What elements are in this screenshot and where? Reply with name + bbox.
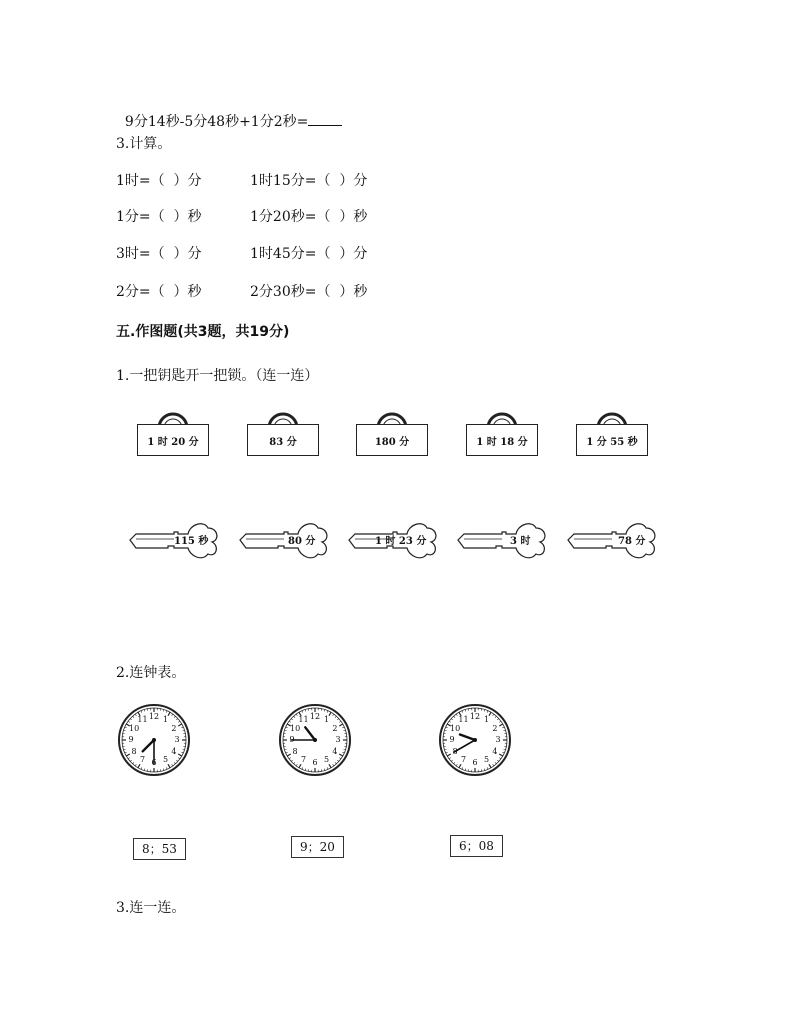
- clock-numeral: 3: [174, 735, 180, 744]
- clock-numeral: 10: [289, 723, 301, 733]
- q3-label: 3.计算。: [116, 136, 172, 152]
- clock-numeral: 2: [332, 723, 338, 733]
- clock-center: [473, 738, 477, 742]
- clock-numeral: 2: [171, 723, 177, 733]
- expression-text: 9分14秒-5分48秒+1分2秒=: [124, 114, 309, 130]
- time-box-2[interactable]: 9；20: [291, 836, 344, 858]
- lock-label: 1 时 18 分: [476, 436, 528, 448]
- clock-numeral: 6: [151, 758, 157, 767]
- section-title: 五.作图题(共3题，共19分): [116, 324, 290, 340]
- lock-label: 1 分 55 秒: [586, 436, 638, 448]
- calc-row-4-left: 2分=（ ）秒: [116, 284, 202, 300]
- clock-numeral: 6: [472, 758, 478, 767]
- clock-2[interactable]: [277, 702, 353, 778]
- clock-numeral: 10: [449, 723, 461, 733]
- clock-numeral: 5: [483, 754, 490, 764]
- key-icon: [238, 518, 330, 564]
- lock-5[interactable]: [576, 406, 648, 458]
- time-box-3[interactable]: 6；08: [450, 835, 503, 857]
- lock-label: 83 分: [269, 436, 297, 448]
- q2-label: 2.连钟表。: [116, 665, 186, 681]
- clock-numeral: 5: [323, 754, 330, 764]
- clock-numeral: 4: [332, 746, 338, 756]
- clock-numeral: 12: [469, 712, 481, 721]
- clock-numeral: 1: [323, 715, 330, 725]
- calc-row-2-right: 1分20秒=（ ）秒: [250, 209, 368, 225]
- clock-numeral: 3: [495, 735, 501, 744]
- clock-numeral: 6: [312, 758, 318, 767]
- key-4[interactable]: [456, 518, 548, 564]
- clock-numeral: 7: [300, 754, 307, 764]
- clock-numeral: 1: [162, 715, 169, 725]
- key-2[interactable]: [238, 518, 330, 564]
- clock-numeral: 4: [492, 746, 498, 756]
- lock-label: 180 分: [374, 436, 410, 448]
- clock-numeral: 7: [460, 754, 467, 764]
- lock-3[interactable]: [356, 406, 428, 458]
- lock-4[interactable]: [466, 406, 538, 458]
- key-label: 3 时: [510, 536, 531, 547]
- q1-label: 1.一把钥匙开一把锁。（连一连）: [116, 368, 319, 384]
- lock-label: 1 时 20 分: [147, 436, 199, 448]
- q3-link-label: 3.连一连。: [116, 900, 186, 916]
- clock-numeral: 3: [335, 735, 341, 744]
- key-5[interactable]: [566, 518, 658, 564]
- clock-numeral: 11: [137, 715, 148, 725]
- calc-row-2-left: 1分=（ ）秒: [116, 209, 202, 225]
- time-box-1[interactable]: 8；53: [133, 838, 186, 860]
- calc-row-1-left: 1时=（ ）分: [116, 173, 202, 189]
- clock-center: [152, 738, 156, 742]
- expression-line: [116, 95, 342, 131]
- key-icon: [456, 518, 548, 564]
- calc-row-1-right: 1时15分=（ ）分: [250, 173, 368, 189]
- clock-numeral: 1: [483, 715, 490, 725]
- clock-numeral: 8: [292, 746, 298, 756]
- clock-numeral: 2: [492, 723, 498, 733]
- clock-numeral: 11: [458, 715, 469, 725]
- calc-row-4-right: 2分30秒=（ ）秒: [250, 284, 368, 300]
- clock-numeral: 4: [171, 746, 177, 756]
- key-label: 80 分: [288, 536, 316, 547]
- calc-row-3-left: 3时=（ ）分: [116, 246, 202, 262]
- clock-center: [313, 738, 317, 742]
- clock-numeral: 10: [128, 723, 140, 733]
- clock-numeral: 7: [139, 754, 146, 764]
- key-label: 115 秒: [174, 536, 209, 547]
- key-label: 1 时 23 分: [375, 536, 427, 547]
- lock-1[interactable]: [137, 406, 209, 458]
- key-1[interactable]: [128, 518, 220, 564]
- clock-numeral: 9: [289, 735, 295, 744]
- clock-numeral: 8: [131, 746, 137, 756]
- clock-numeral: 8: [452, 746, 458, 756]
- clock-3[interactable]: [437, 702, 513, 778]
- answer-blank[interactable]: [308, 113, 342, 126]
- clock-numeral: 9: [449, 735, 455, 744]
- clock-numeral: 11: [298, 715, 309, 725]
- clock-numeral: 12: [309, 712, 321, 721]
- clock-numeral: 9: [128, 735, 134, 744]
- clock-numeral: 12: [148, 712, 160, 721]
- clock-numeral: 5: [162, 754, 169, 764]
- lock-2[interactable]: [247, 406, 319, 458]
- calc-row-3-right: 1时45分=（ ）分: [250, 246, 368, 262]
- key-3[interactable]: [347, 518, 439, 564]
- clock-1[interactable]: [116, 702, 192, 778]
- key-label: 78 分: [618, 536, 646, 547]
